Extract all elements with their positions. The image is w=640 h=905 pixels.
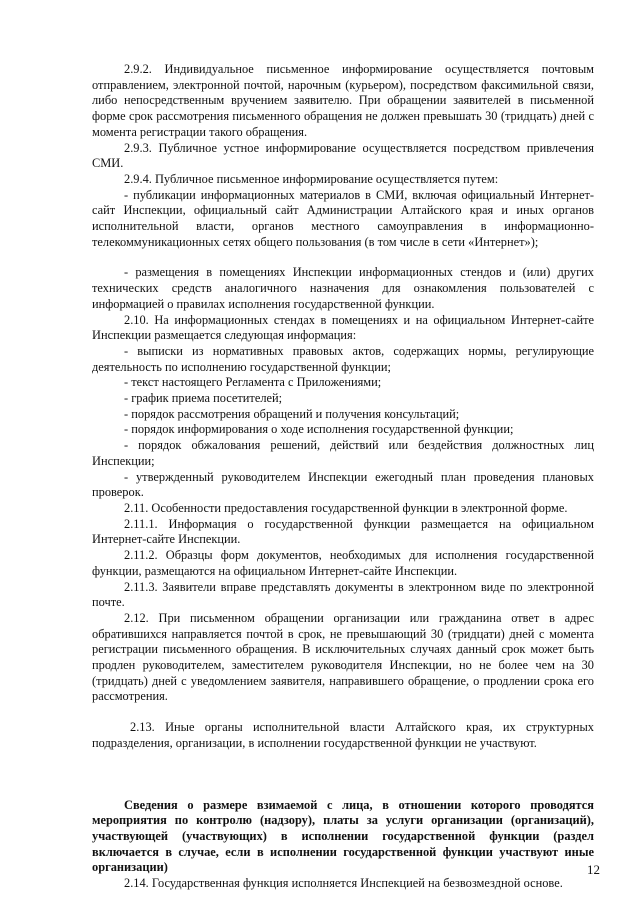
paragraph-2-14: 2.14. Государственная функция исполняется Инспекцией на безвозмездной основе. [124,876,563,891]
list-item-publications: - публикации информационных материалов в СМИ, включая официальный Интернет-сайт Инспекции, официальный сайт Администрации Алтайского края и иных органов исполнительной власти, органов местного самоуправления в информационно-телекоммуникационных сетях общего пользования (в том числе в сети «Интернет»); [92,187,594,249]
document-body [92,62,594,892]
list-item-informing: - порядок информирования о ходе исполнения государственной функции; [124,422,514,437]
list-item-extracts: - выписки из нормативных правовых актов, содержащих нормы, регулирующие деятельность по исполнению государственной функции; [92,343,594,374]
paragraph-2-12: 2.12. При письменном обращении организации или гражданина ответ в адрес обратившихся направляется почтой в срок, не превышающий 30 (тридцати) дней с момента регистрации письменного обращения. В исключительных случаях данный срок может быть продлен руководителем, заместителем руководителя Инспекции, но не более чем на 30 (тридцать) дней с уведомлением заявителя, направившего обращение, о продлении срока его рассмотрения. [92,610,594,704]
list-item-appeal: - порядок обжалования решений, действий или бездействия должностных лиц Инспекции; [92,438,594,468]
list-item-consultations: - порядок рассмотрения обращений и получения консультаций; [124,406,460,421]
spacer [92,705,594,720]
paragraph-2-11-1: 2.11.1. Информация о государственной функции размещается на официальном Интернет-сайте Инспекции. [92,516,594,547]
spacer [92,250,594,265]
spacer [92,752,594,798]
paragraph-2-9-3: 2.9.3. Публичное устное информирование осуществляется посредством привлечения СМИ. [92,140,594,171]
page-number: 12 [587,862,600,877]
paragraph-2-13: 2.13. Иные органы исполнительной власти Алтайского края, их структурных подразделения, организации, в исполнении государственной функции не участвуют. [92,720,594,750]
paragraph-2-9-4: 2.9.4. Публичное письменное информирование осуществляется путем: [124,171,499,186]
list-item-regulation-text: - текст настоящего Регламента с Приложениями; [124,375,382,390]
list-item-plan: - утвержденный руководителем Инспекции ежегодный план проведения плановых проверок. [92,469,594,500]
list-item-schedule: - график приема посетителей; [124,391,283,406]
paragraph-2-11-2: 2.11.2. Образцы форм документов, необходимых для исполнения государственной функции, размещаются на официальном Интернет-сайте Инспекции. [92,548,594,578]
paragraph-2-10: 2.10. На информационных стендах в помещениях и на официальном Интернет-сайте Инспекции размещается следующая информация: [92,312,594,343]
section-heading-fees: Сведения о размере взимаемой с лица, в отношении которого проводятся мероприятия по контролю (надзору), платы за услуги организации (организаций), участвующей (участвующих) в исполнении государственной функции (раздел включается в случае, если в исполнении государственной функции участвуют иные организации) [92,797,594,875]
paragraph-2-11-3: 2.11.3. Заявители вправе представлять документы в электронном виде по электронной почте. [92,579,594,610]
paragraph-2-11: 2.11. Особенности предоставления государственной функции в электронной форме. [124,500,568,515]
paragraph-2-9-2: 2.9.2. Индивидуальное письменное информирование осуществляется почтовым отправлением, электронной почтой, нарочным (курьером), посредством факсимильной связи, либо непосредственным вручением заявителю. При обращении заявителей в письменной форме срок рассмотрения письменного обращения не должен превышать 30 (тридцать) дней с момента регистрации такого обращения. [92,62,594,139]
list-item-stands: - размещения в помещениях Инспекции информационных стендов и (или) других технических средств аналогичного назначения для ознакомления пользователей с информацией о правилах исполнения государственной функции. [92,265,594,311]
